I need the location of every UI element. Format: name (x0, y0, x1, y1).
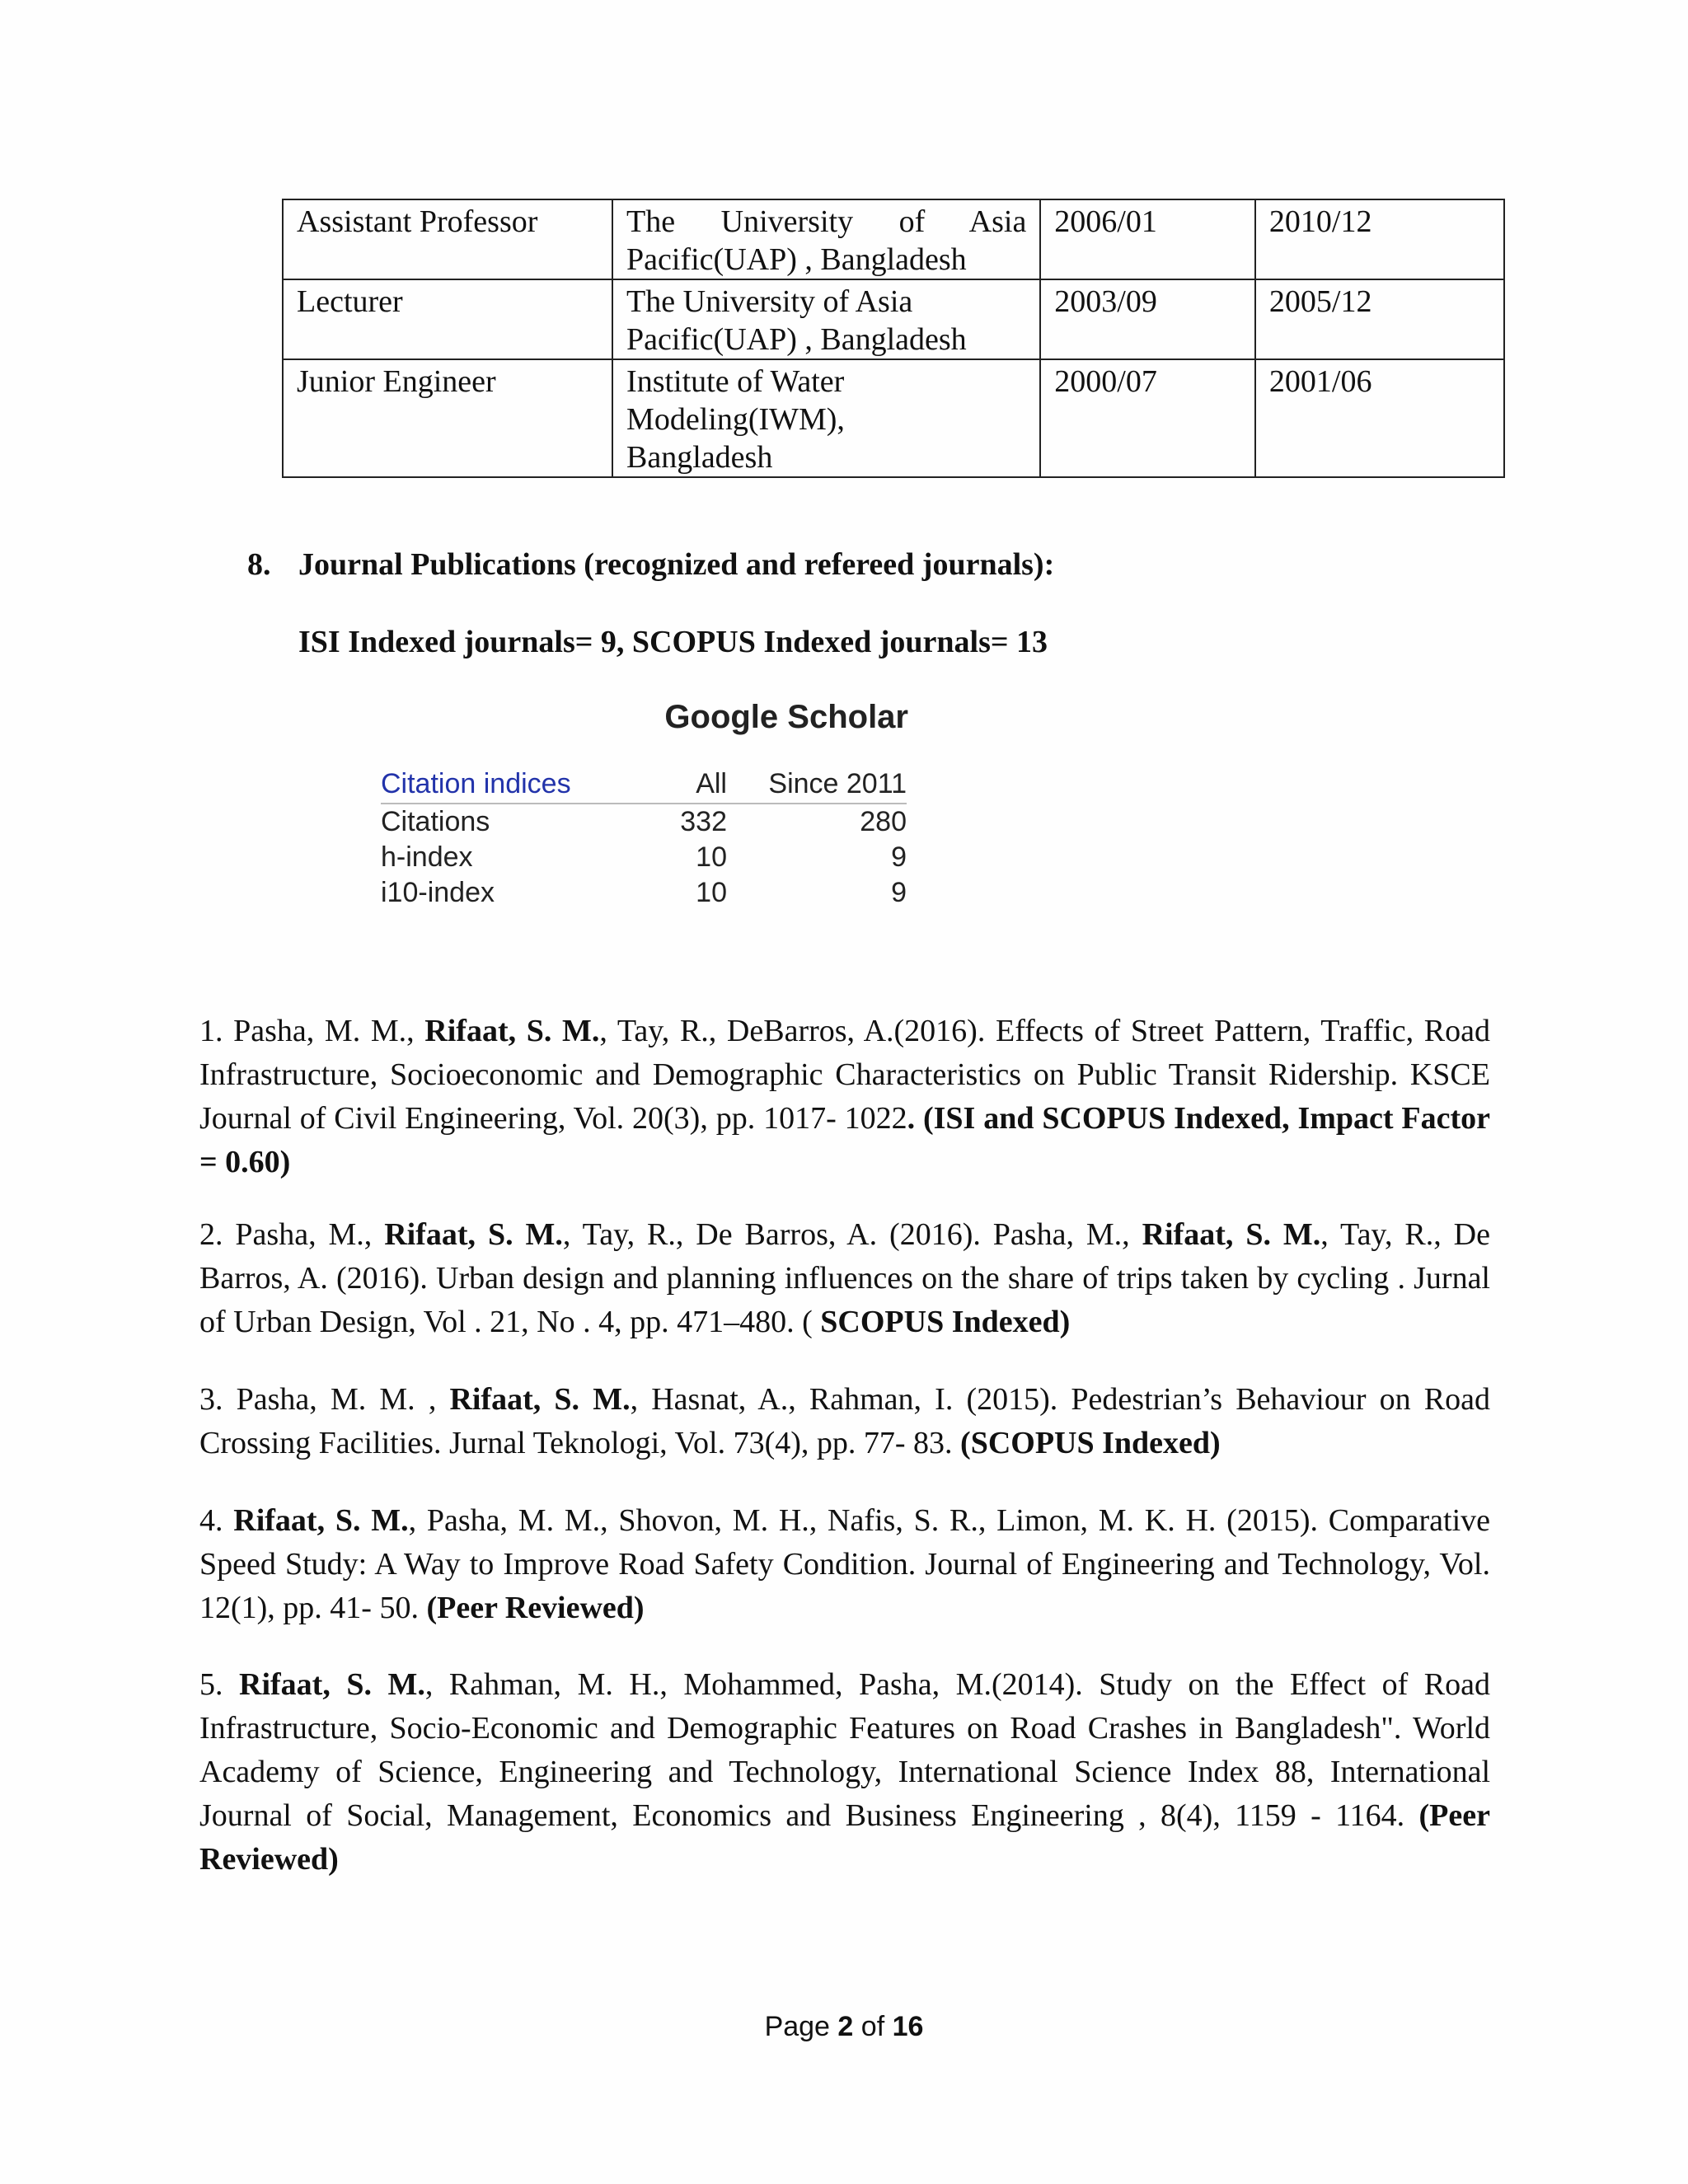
employment-table (282, 199, 1505, 478)
position-cell: Junior Engineer (283, 359, 612, 477)
bold-author: Rifaat, S. M. (384, 1217, 563, 1252)
section-number: 8. (247, 547, 271, 582)
organization-line: The University of Asia (626, 284, 913, 319)
publication-item: 5. Rifaat, S. M., Rahman, M. H., Mohammed, Pasha, M.(2014). Study on the Effect of Road Infrastructure, Socio-Economic and Demographic Features on Road Crashes in Bangladesh". World Academy of Science, Engineering and Technology, International Science Index 88, International Journal of Social, Management, Economics and Business Engineering , 8(4), 1159 - 1164. (Peer Reviewed) (199, 1667, 1491, 1877)
table-row (283, 359, 1504, 477)
page-total: 16 (892, 2011, 924, 2042)
metric-label: i10-index (381, 877, 495, 908)
publication-tag: (SCOPUS Indexed) (960, 1426, 1221, 1460)
publication-tag: . (ISI and SCOPUS Indexed, Impact Factor = 0.60) (199, 1101, 1491, 1179)
section-heading (247, 546, 1054, 583)
metric-since: 9 (891, 877, 907, 908)
table-row (381, 875, 907, 911)
organization-line: Pacific(UAP) , Bangladesh (626, 322, 967, 357)
metric-label: Citations (381, 806, 490, 837)
page-footer: Page 2 of 16 (764, 2011, 924, 2042)
citation-indices-header: Citation indices (381, 765, 628, 804)
bold-author: Rifaat, S. M. (1142, 1217, 1321, 1252)
organization-cell (612, 199, 1040, 279)
page-number: 2 (837, 2011, 854, 2042)
from-date-cell: 2006/01 (1040, 199, 1255, 279)
all-header: All (628, 765, 727, 804)
citation-header-row (381, 765, 907, 804)
table-row (381, 840, 907, 875)
bold-author: Rifaat, S. M. (449, 1382, 631, 1417)
metric-label: h-index (381, 841, 473, 873)
metric-all: 10 (696, 877, 727, 908)
publication-tag: SCOPUS Indexed) (820, 1305, 1071, 1339)
google-scholar-title: Google Scholar (664, 699, 908, 735)
bold-author: Rifaat, S. M. (424, 1014, 600, 1048)
table-row (283, 279, 1504, 359)
from-date-cell: 2000/07 (1040, 359, 1255, 477)
publication-item: 2. Pasha, M., Rifaat, S. M., Tay, R., De Barros, A. (2016). Pasha, M., Rifaat, S. M., Tay, R., De Barros, A. (2016). Urban design and planning influences on the share of trips taken by cycling . Jurnal of Urban Design, Vol . 21, No . 4, pp. 471–480. ( SCOPUS Indexed) (199, 1217, 1490, 1339)
organization-line: Institute of Water (626, 364, 845, 399)
publication-tag: (Peer Reviewed) (199, 1798, 1490, 1877)
organization-line: Bangladesh (626, 440, 773, 475)
organization-cell (612, 279, 1040, 359)
publication-item: 3. Pasha, M. M. , Rifaat, S. M., Hasnat, A., Rahman, I. (2015). Pedestrian’s Behaviour on Road Crossing Facilities. Jurnal Teknologi, Vol. 73(4), pp. 77- 83. (SCOPUS Indexed) (199, 1382, 1490, 1460)
table-row (381, 804, 907, 840)
to-date-cell: 2005/12 (1255, 279, 1504, 359)
metric-all: 10 (696, 841, 727, 873)
position-cell: Assistant Professor (283, 199, 612, 279)
citation-table (381, 765, 907, 911)
section-title: Journal Publications (recognized and refereed journals): (298, 547, 1055, 582)
organization-line: The University of Asia (626, 204, 1027, 239)
publication-tag: (Peer Reviewed) (426, 1591, 645, 1625)
metric-all: 332 (680, 806, 727, 837)
metric-since: 280 (860, 806, 907, 837)
metric-since: 9 (891, 841, 907, 873)
publication-item: 4. Rifaat, S. M., Pasha, M. M., Shovon, M. H., Nafis, S. R., Limon, M. K. H. (2015). Comparative Speed Study: A Way to Improve Road Safety Condition. Journal of Engineering and Technology, Vol. 12(1), pp. 41- 50. (Peer Reviewed) (199, 1503, 1491, 1625)
publication-item: 1. Pasha, M. M., Rifaat, S. M., Tay, R., DeBarros, A.(2016). Effects of Street Pattern, Traffic, Road Infrastructure, Socioeconomic and Demographic Characteristics on Public Transit Ridership. KSCE Journal of Civil Engineering, Vol. 20(3), pp. 1017- 1022. (ISI and SCOPUS Indexed, Impact Factor = 0.60) (199, 1014, 1491, 1179)
to-date-cell: 2010/12 (1255, 199, 1504, 279)
organization-line: Pacific(UAP) , Bangladesh (626, 242, 967, 277)
bold-author: Rifaat, S. M. (239, 1667, 425, 1702)
from-date-cell: 2003/09 (1040, 279, 1255, 359)
organization-cell (612, 359, 1040, 477)
indexed-summary: ISI Indexed journals= 9, SCOPUS Indexed journals= 13 (298, 625, 1048, 659)
table-row (283, 199, 1504, 279)
since-header: Since 2011 (727, 765, 907, 804)
organization-line: Modeling(IWM), (626, 402, 845, 437)
bold-author: Rifaat, S. M. (233, 1503, 409, 1538)
to-date-cell: 2001/06 (1255, 359, 1504, 477)
position-cell: Lecturer (283, 279, 612, 359)
